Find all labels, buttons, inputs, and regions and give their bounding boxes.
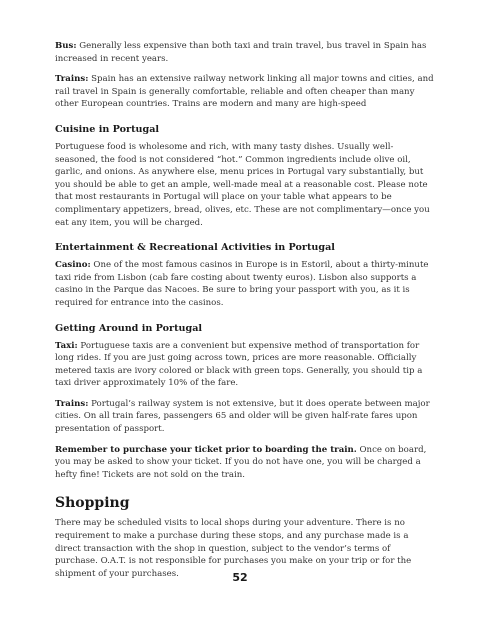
paragraph-label: Taxi: bbox=[55, 340, 78, 351]
paragraph-text: There may be scheduled visits to local shops during your adventure. There is no requirement to make a purchase during these stops, and any purchase made is a direct transaction with the shop in question, subject to the vendor’s terms of purchase. O.A.T. is not responsible for purchases you make on your trip or for the shipment of your purchases. bbox=[55, 518, 412, 579]
section-heading-getting-around: Getting Around in Portugal bbox=[55, 322, 203, 334]
paragraph-bus bbox=[55, 40, 435, 65]
section-heading-entertainment: Entertainment & Recreational Activities in Portugal bbox=[55, 242, 335, 254]
paragraph-label: Bus: bbox=[55, 41, 77, 51]
paragraph-text: Portuguese taxis are a convenient but expensive method of transportation for long rides. If you are just going across town, prices are more reasonable. Officially metered taxis are ivory colored or black with green tops. Generally, you should tip a taxi driver approximately 10% of the fare. bbox=[55, 340, 423, 389]
paragraph-casino bbox=[55, 259, 435, 309]
section-title-shopping: Shopping bbox=[55, 495, 130, 512]
paragraph-taxi bbox=[55, 340, 435, 390]
page-content bbox=[55, 40, 435, 588]
section-heading-cuisine: Cuisine in Portugal bbox=[55, 123, 160, 135]
paragraph-portugal-trains bbox=[55, 398, 435, 436]
paragraph-label: Trains: bbox=[55, 398, 89, 409]
paragraph-text: Once on board, you may be asked to show your ticket. If you do not have one, you will be charged a hefty fine! Tickets are not sold on the train. bbox=[55, 444, 427, 480]
paragraph-text: Generally less expensive than both taxi and train travel, bus travel in Spain has increased in recent years. bbox=[55, 41, 427, 64]
paragraph-label: Casino: bbox=[55, 260, 91, 271]
page-number: 52 bbox=[232, 571, 248, 584]
paragraph-ticket-reminder bbox=[55, 444, 435, 482]
paragraph-text: Portugal’s railway system is not extensive, but it does operate between major cities. On all train fares, passengers 65 and older will be given half-rate fares upon presentation of passport. bbox=[55, 398, 430, 435]
paragraph-cuisine bbox=[55, 141, 435, 229]
paragraph-label: Remember to purchase your ticket prior to boarding the train. bbox=[55, 444, 357, 455]
paragraph-text: Spain has an extensive railway network linking all major towns and cities, and rail travel in Spain is generally comfortable, reliable and often cheaper than many other European countries. Trains are modern and many are high-speed bbox=[55, 74, 434, 110]
paragraph-spain-trains bbox=[55, 73, 435, 111]
paragraph-text: Portuguese food is wholesome and rich, with many tasty dishes. Usually well-seasoned, the food is not considered “hot.” Common ingredients include olive oil, garlic, and onions. As anywhere else, menu prices in Portugal vary substantially, but you should be able to get an ample, well-made meal at a reasonable cost. Please note that most restaurants in Portugal will place on your table what appears to be complimentary appetizers, bread, olives, etc. These are not complimentary—once you eat any item, you will be charged. bbox=[55, 141, 430, 228]
paragraph-text: One of the most famous casinos in Europe is in Estoril, about a thirty-minute taxi ride from Lisbon (cab fare costing about twenty euros). Lisbon also supports a casino in the Parque das Nacoes. Be sure to bring your passport with you, as it is required for entrance into the casinos. bbox=[55, 260, 429, 308]
paragraph-label: Trains: bbox=[55, 74, 89, 85]
